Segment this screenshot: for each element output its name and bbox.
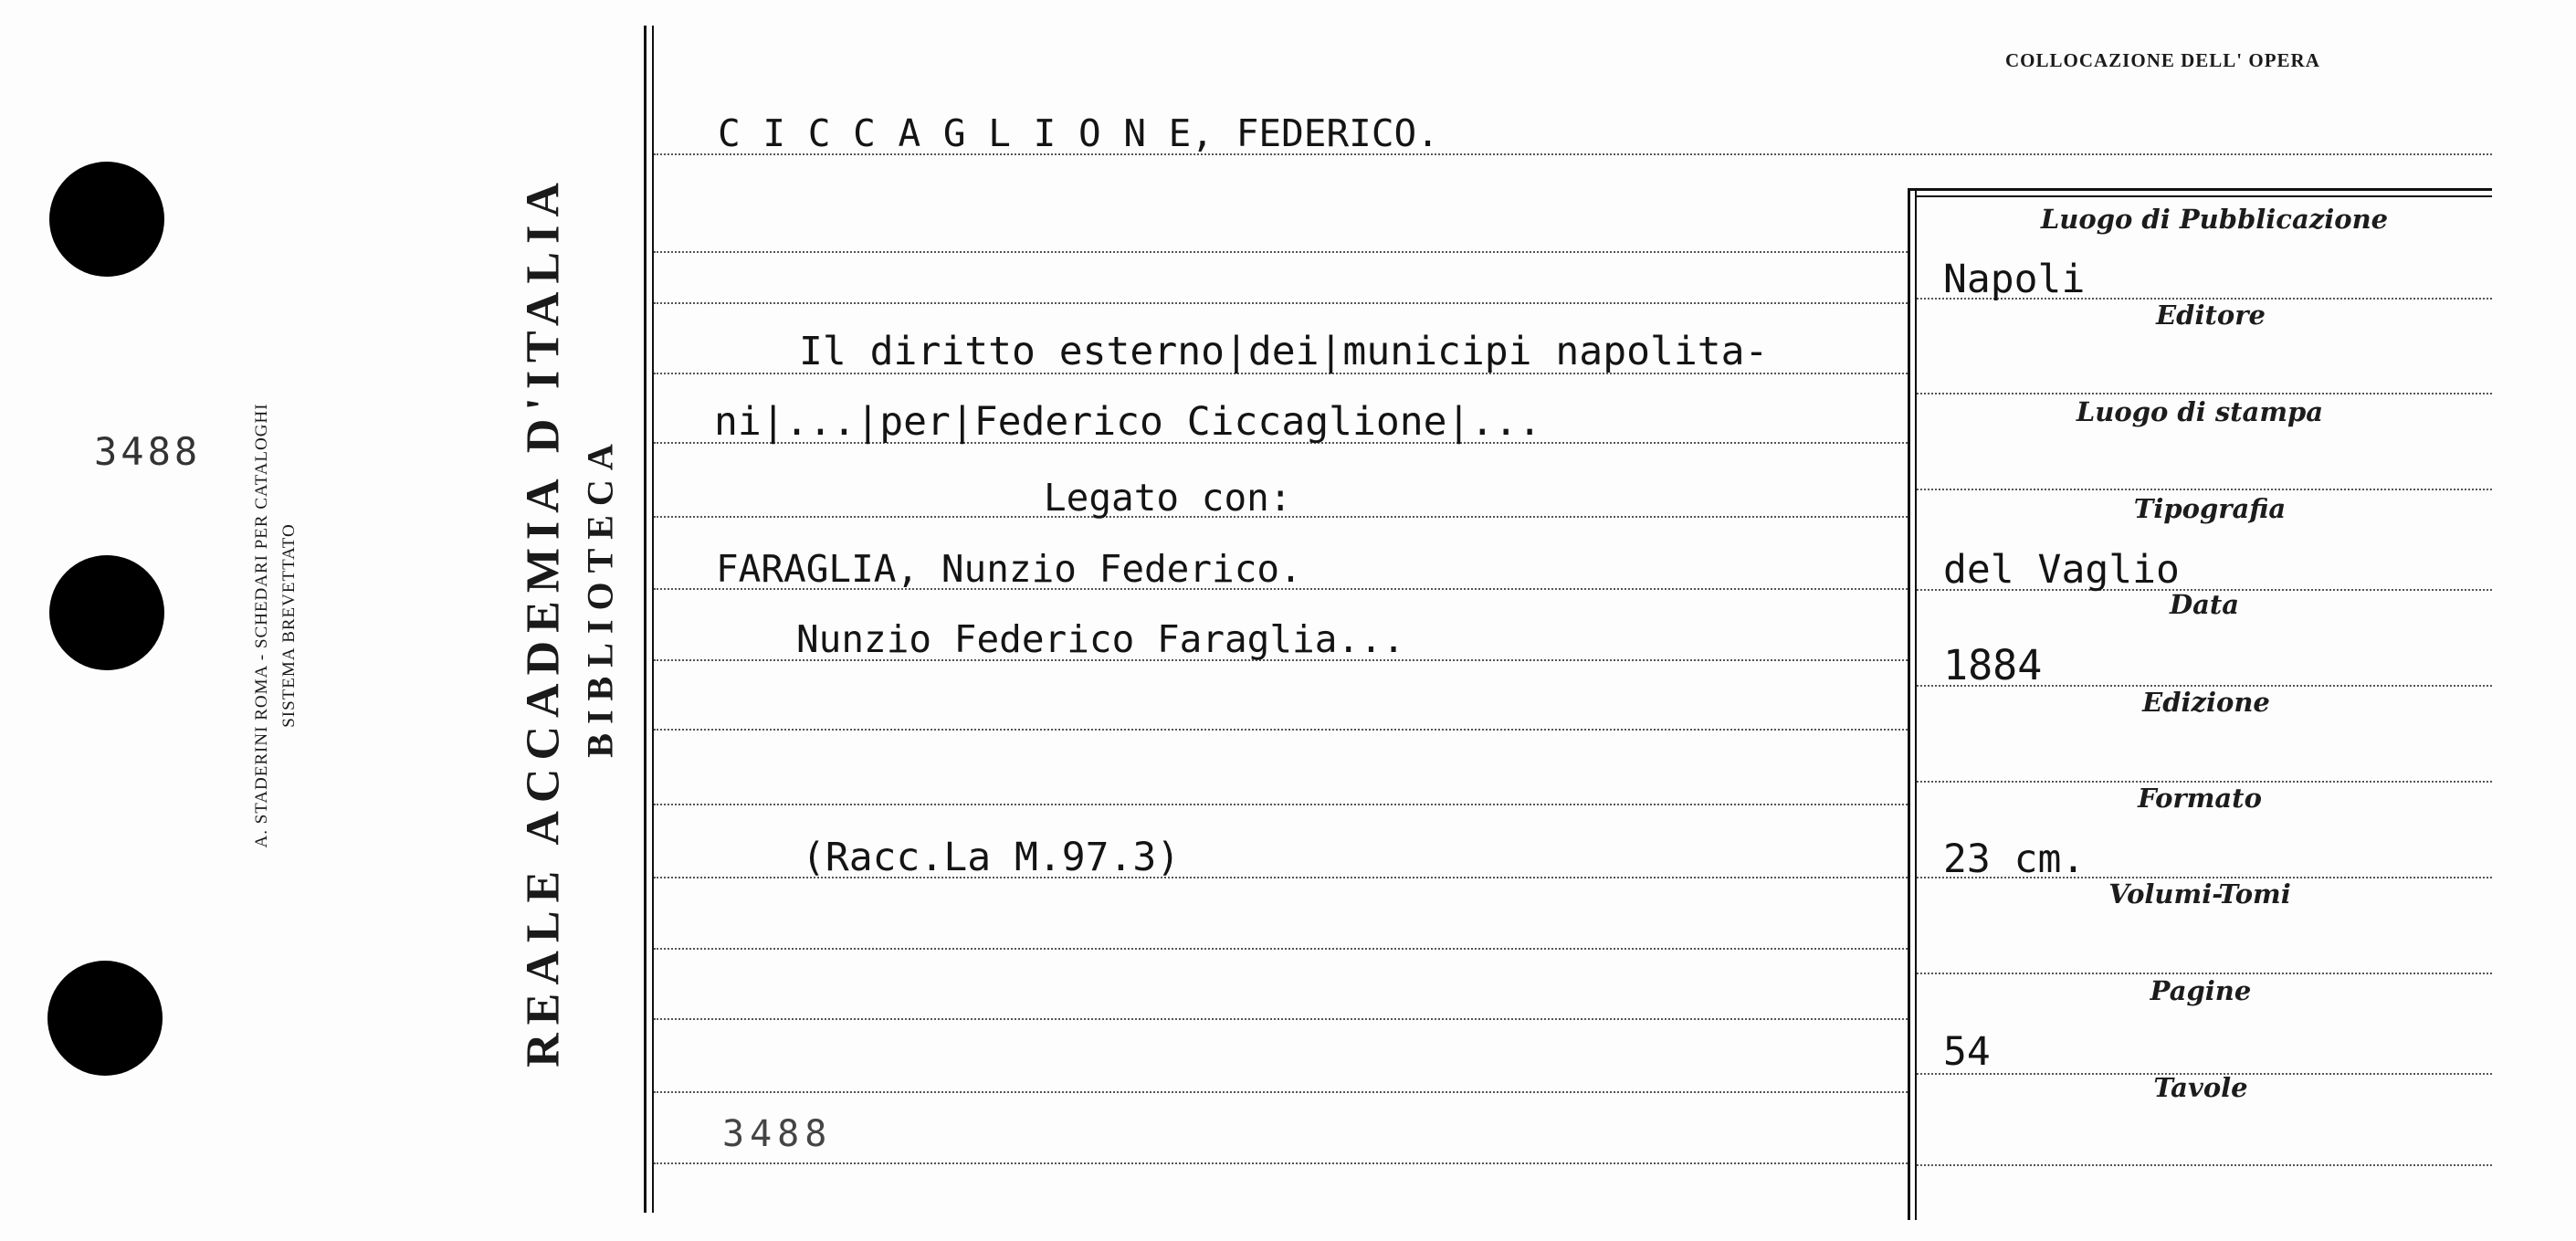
rule-line — [654, 251, 1908, 253]
field-column-top-rule-1 — [1908, 188, 2492, 191]
field-rule-line — [1917, 489, 2492, 490]
bound-title: Nunzio Federico Faraglia... — [796, 617, 1405, 661]
title-line-1: Il diritto esterno|dei|municipi napolita- — [799, 329, 1769, 374]
field-rule-line — [1917, 1164, 2492, 1166]
field-label-date: Data — [2169, 589, 2240, 620]
title-line-2: ni|...|per|Federico Ciccaglione|... — [714, 399, 1542, 445]
institution-name: REALE ACCADEMIA D'ITALIA — [517, 174, 570, 1067]
manufacturer-line-2: SISTEMA BREVETTATO — [279, 523, 299, 728]
field-label-pages: Pagine — [2150, 975, 2252, 1006]
field-label-printer: Tipografia — [2133, 493, 2287, 524]
field-label-edition: Edizione — [2142, 687, 2270, 718]
card-number-bottom: 3488 — [722, 1113, 833, 1155]
field-label-format: Formato — [2138, 783, 2262, 814]
rule-line — [654, 804, 1908, 805]
field-value-format: 23 cm. — [1943, 836, 2086, 882]
field-value-pages: 54 — [1943, 1029, 1991, 1075]
field-column-rule-2 — [1915, 188, 1917, 1220]
field-label-volumes: Volumi-Tomi — [2108, 878, 2291, 910]
shelfmark: (Racc.La M.97.3) — [802, 835, 1181, 880]
punch-hole-top — [49, 162, 164, 277]
field-value-printer: del Vaglio — [1943, 547, 2180, 593]
main-heading: C I C C A G L I O N E, FEDERICO. — [718, 111, 1439, 155]
left-margin-rule-1 — [644, 26, 647, 1213]
punch-hole-bottom — [47, 961, 163, 1076]
library-name: BIBLIOTECA — [579, 435, 621, 758]
collocation-header: COLLOCAZIONE DELL' OPERA — [2005, 49, 2320, 71]
field-rule-line — [1917, 393, 2492, 394]
manufacturer-line-1: A. STADERINI ROMA - SCHEDARI PER CATALOGHI — [252, 403, 271, 848]
rule-line — [654, 1091, 1908, 1093]
field-value-place-of-publication: Napoli — [1943, 257, 2086, 302]
field-label-place-of-printing: Luogo di stampa — [2076, 396, 2324, 427]
bound-author: FARAGLIA, Nunzio Federico. — [716, 547, 1302, 591]
left-card-number: 3488 — [94, 429, 202, 474]
field-label-place-of-publication: Luogo di Pubblicazione — [2040, 204, 2389, 235]
rule-line — [654, 302, 1908, 304]
left-margin-rule-2 — [652, 26, 654, 1213]
rule-line — [654, 948, 1908, 950]
rule-line — [654, 1018, 1908, 1020]
punch-hole-middle — [49, 555, 164, 670]
field-label-plates: Tavole — [2153, 1072, 2248, 1103]
rule-line — [654, 1162, 1908, 1164]
rule-line — [654, 729, 1908, 731]
field-column-top-rule-2 — [1915, 195, 2492, 197]
field-column-rule-1 — [1908, 188, 1910, 1220]
field-label-publisher: Editore — [2156, 300, 2266, 331]
field-rule-line — [1917, 973, 2492, 974]
field-value-date: 1884 — [1943, 641, 2043, 689]
bound-with-label: Legato con: — [1044, 476, 1292, 520]
